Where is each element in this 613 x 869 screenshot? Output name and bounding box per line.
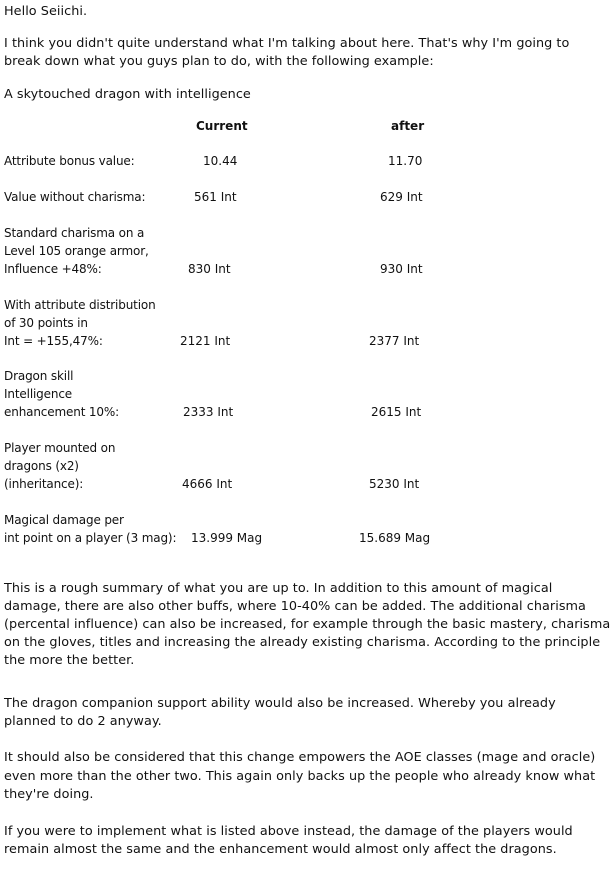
companion-line-2: planned to do 2 anyway. xyxy=(4,714,162,729)
table-row-label: Attribute bonus value: xyxy=(4,154,135,168)
table-row-after: 11.70 xyxy=(388,154,423,168)
summary-line-1: This is a rough summary of what you are up to. In addition to this amount of magical xyxy=(4,581,553,596)
column-header-after: after xyxy=(391,119,425,133)
summary-line-4: on the gloves, titles and increasing the already existing charisma. According to the principle xyxy=(4,635,601,650)
example-title: A skytouched dragon with intelligence xyxy=(4,87,251,102)
table-row-current: 561 Int xyxy=(194,190,237,204)
table-row-label: Player mounted on dragons (x2) (inheritance): xyxy=(4,441,116,491)
aoe-line-2: even more than the other two. This again only backs up the people who already know what xyxy=(4,769,596,784)
table-row-after: 2615 Int xyxy=(371,405,422,419)
closing-line-2: remain almost the same and the enhancement would almost only affect the dragons. xyxy=(4,842,557,857)
table-row-label: Standard charisma on a Level 105 orange armor, Influence +48%: xyxy=(4,226,149,276)
summary-line-3: (percental influence) can also be increased, for example through the basic mastery, charisma xyxy=(4,617,611,632)
table-row-current: 13.999 Mag xyxy=(191,531,263,545)
table-row-label: Magical damage per int point on a player (3 mag): xyxy=(4,513,177,545)
table-row-after: 930 Int xyxy=(380,262,423,276)
table-row-current: 2121 Int xyxy=(180,334,231,348)
aoe-line-3: they're doing. xyxy=(4,787,94,802)
summary-line-5: the more the better. xyxy=(4,653,135,668)
companion-line-1: The dragon companion support ability would also be increased. Whereby you already xyxy=(4,696,556,711)
table-row-current: 2333 Int xyxy=(183,405,234,419)
table-row-label: Value without charisma: xyxy=(4,190,146,204)
intro-line-2: break down what you guys plan to do, with the following example: xyxy=(4,54,434,69)
column-header-current: Current xyxy=(196,119,248,133)
greeting-text: Hello Seiichi. xyxy=(4,4,88,19)
aoe-line-1: It should also be considered that this change empowers the AOE classes (mage and oracle) xyxy=(4,750,596,765)
table-row-label: Dragon skill Intelligence enhancement 10%: xyxy=(4,369,120,419)
table-row-current: 4666 Int xyxy=(182,477,233,491)
table-row-current: 10.44 xyxy=(203,154,238,168)
table-row-after: 5230 Int xyxy=(369,477,420,491)
table-row-after: 2377 Int xyxy=(369,334,420,348)
closing-line-1: If you were to implement what is listed above instead, the damage of the players would xyxy=(4,824,573,839)
summary-line-2: damage, there are also other buffs, where 10-40% can be added. The additional charisma xyxy=(4,599,586,614)
intro-line-1: I think you didn't quite understand what I'm talking about here. That's why I'm going to xyxy=(4,36,570,51)
table-row-current: 830 Int xyxy=(188,262,231,276)
table-row-after: 629 Int xyxy=(380,190,423,204)
table-row-after: 15.689 Mag xyxy=(359,531,431,545)
table-row-label: With attribute distribution of 30 points in Int = +155,47%: xyxy=(4,298,156,348)
